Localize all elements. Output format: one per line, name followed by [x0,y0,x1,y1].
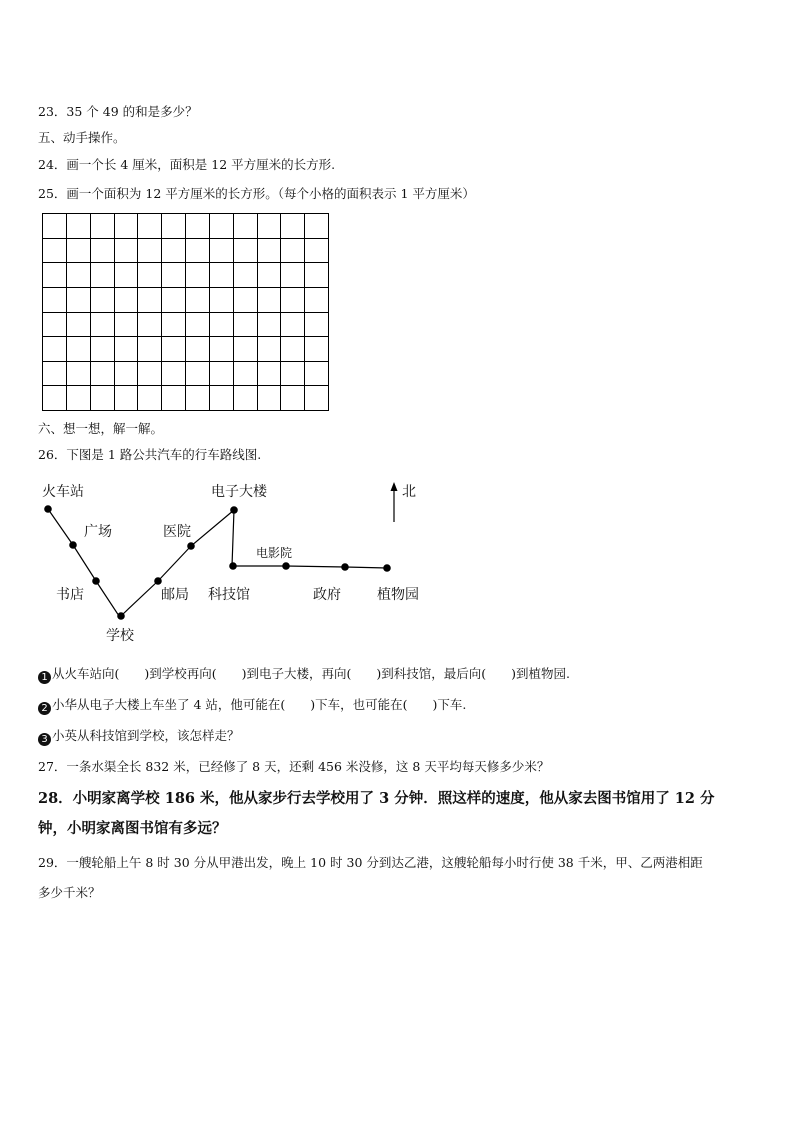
grid-cell [281,337,305,362]
grid-cell [234,288,258,313]
grid-cell [210,239,234,264]
grid-cell [162,263,186,288]
grid-cell [162,313,186,338]
stop-label-zhiwuyuan: 植物园 [377,587,419,603]
question-26-part-3-text: 小英从科技馆到学校，该怎样走？ [52,728,240,743]
grid-cell [138,288,162,313]
grid-cell [210,362,234,387]
grid-cell [186,288,210,313]
grid-cell [138,263,162,288]
grid-cell [115,288,139,313]
question-26-part-1-text: 从火车站向( )到学校再向( )到电子大楼，再向( )到科技馆，最后向( )到植物园. [52,666,570,681]
grid-cell [43,214,67,239]
grid-cell [43,313,67,338]
grid-cell [186,337,210,362]
grid-cell [186,386,210,411]
question-26: 26．下图是 1 路公共汽车的行车路线图. [38,447,262,462]
square-grid [42,213,329,411]
grid-cell [305,362,329,387]
grid-cell [43,288,67,313]
bus-route-map [0,470,794,650]
grid-cell [115,337,139,362]
circled-number-3: 3 [38,733,51,746]
stop-label-guangchang: 广场 [84,524,112,540]
grid-cell [234,214,258,239]
stop-label-yiyuan: 医院 [163,524,191,540]
grid-cell [91,263,115,288]
grid-cell [91,239,115,264]
grid-cell [258,263,282,288]
grid-cell [162,386,186,411]
stop-label-xuexiao: 学校 [106,628,134,644]
question-27: 27．一条水渠全长 832 米，已经修了 8 天，还剩 456 米没修，这 8 天平均每天修多少米？ [38,759,550,774]
grid-cell [67,362,91,387]
grid-cell [115,263,139,288]
grid-cell [67,214,91,239]
stop-dianzidalou-dot [230,506,238,514]
question-28-line-1: 28．小明家离学校 186 米，他从家步行去学校用了 3 分钟．照这样的速度，他从家去图书馆用了 12 分 [38,790,715,807]
question-23: 23．35 个 49 的和是多少？ [38,104,198,119]
grid-cell [258,386,282,411]
grid-cell [43,239,67,264]
grid-cell [258,239,282,264]
grid-cell [258,313,282,338]
grid-cell [67,313,91,338]
grid-cell [305,288,329,313]
stop-zhengfu-dot [341,563,349,571]
grid-cell [234,313,258,338]
grid-cell [281,263,305,288]
grid-cell [305,239,329,264]
question-25: 25．画一个面积为 12 平方厘米的长方形。（每个小格的面积表示 1 平方厘米） [38,186,475,201]
grid-cell [186,313,210,338]
stop-dianyingyuan-dot [282,562,290,570]
grid-cell [138,362,162,387]
stop-shudian-dot [92,577,100,585]
grid-cell [186,263,210,288]
grid-cell [210,337,234,362]
grid-cell [305,313,329,338]
grid-cell [258,362,282,387]
north-label: 北 [402,484,416,500]
stop-zhiwuyuan-dot [383,564,391,572]
stop-yiyuan-dot [187,542,195,550]
stop-xuexiao-dot [117,612,125,620]
grid-cell [258,337,282,362]
circled-number-2: 2 [38,702,51,715]
grid-cell [91,337,115,362]
stop-label-dianzidalou: 电子大楼 [211,484,267,500]
grid-cell [91,214,115,239]
grid-cell [281,362,305,387]
stop-label-shudian: 书店 [56,587,84,603]
stop-youju-dot [154,577,162,585]
grid-cell [162,239,186,264]
question-24: 24．画一个长 4 厘米，面积是 12 平方厘米的长方形. [38,157,336,172]
stop-label-kejiguan: 科技馆 [208,587,250,603]
grid-cell [91,313,115,338]
grid-cell [305,263,329,288]
grid-cell [115,214,139,239]
grid-cell [67,337,91,362]
grid-cell [43,386,67,411]
grid-cell [91,362,115,387]
grid-cell [210,288,234,313]
grid-cell [67,386,91,411]
stop-label-huochezhan: 火车站 [42,484,84,500]
question-29-line-1: 29．一艘轮船上午 8 时 30 分从甲港出发，晚上 10 时 30 分到达乙港，这艘轮船每小时行使 38 千米，甲、乙两港相距 [38,855,703,870]
grid-cell [138,239,162,264]
grid-cell [281,313,305,338]
grid-cell [305,214,329,239]
grid-cell [234,337,258,362]
grid-cell [162,288,186,313]
grid-cell [67,239,91,264]
grid-cell [115,386,139,411]
grid-cell [115,362,139,387]
grid-cell [305,386,329,411]
grid-cell [67,288,91,313]
grid-cell [138,337,162,362]
question-26-part-2-text: 小华从电子大楼上车坐了 4 站，他可能在( )下车，也可能在( )下车. [52,697,467,712]
grid-cell [115,313,139,338]
section-6-heading: 六、想一想，解一解。 [38,421,164,436]
grid-cell [210,386,234,411]
section-5-heading: 五、动手操作。 [38,130,126,145]
grid-cell [210,214,234,239]
grid-cell [186,362,210,387]
grid-cell [186,214,210,239]
north-arrow-icon [391,482,398,491]
stop-huochezhan-dot [44,505,52,513]
grid-cell [210,313,234,338]
question-26-part-3 [38,727,240,746]
grid-cell [258,288,282,313]
stop-guangchang-dot [69,541,77,549]
question-29-line-2: 多少千米？ [38,885,101,900]
question-28-line-2: 钟，小明家离图书馆有多远？ [38,820,227,837]
grid-cell [234,362,258,387]
stop-label-dianyingyuan: 电影院 [256,546,293,560]
grid-cell [67,263,91,288]
stop-label-youju: 邮局 [161,587,189,603]
grid-cell [115,239,139,264]
grid-cell [162,362,186,387]
grid-cell [281,214,305,239]
grid-cell [281,288,305,313]
stop-label-zhengfu: 政府 [313,587,341,603]
grid-cell [234,239,258,264]
grid-cell [138,313,162,338]
question-26-part-1 [38,665,570,684]
grid-cell [43,337,67,362]
grid-cell [91,386,115,411]
grid-cell [305,337,329,362]
question-26-part-2 [38,696,466,715]
grid-cell [43,362,67,387]
stop-kejiguan-dot [229,562,237,570]
grid-cell [138,386,162,411]
grid-cell [258,214,282,239]
grid-cell [234,263,258,288]
grid-cell [281,386,305,411]
grid-cell [234,386,258,411]
grid-cell [162,214,186,239]
grid-cell [281,239,305,264]
grid-cell [186,239,210,264]
grid-cell [43,263,67,288]
grid-cell [162,337,186,362]
grid-cell [138,214,162,239]
grid-cell [210,263,234,288]
circled-number-1: 1 [38,671,51,684]
grid-cell [91,288,115,313]
